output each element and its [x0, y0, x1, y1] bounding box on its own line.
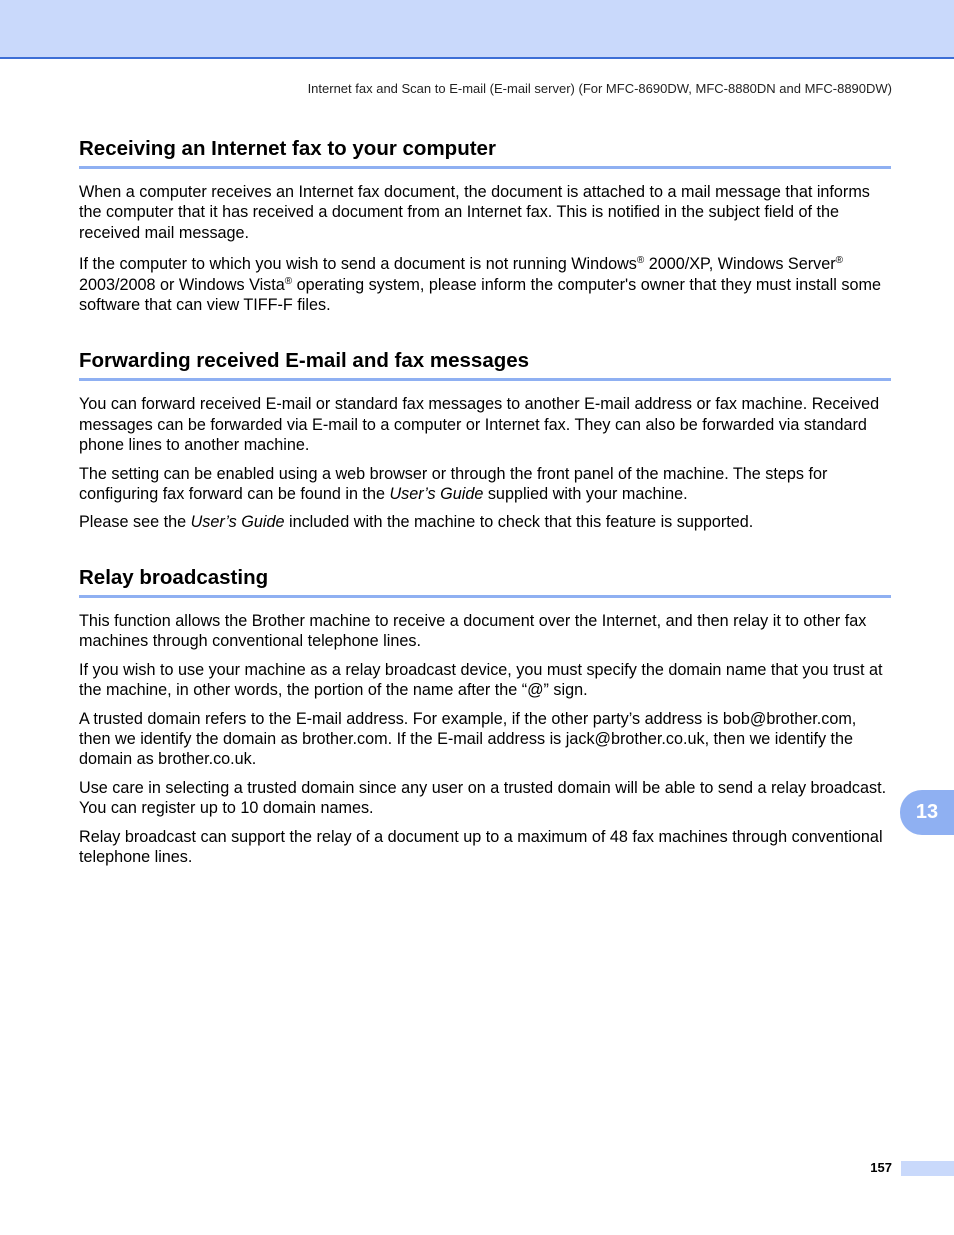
paragraph: Relay broadcast can support the relay of a document up to a maximum of 48 fax machines through conventional telephone lines.	[79, 827, 883, 866]
registered-mark: ®	[284, 275, 293, 287]
section-heading-relay: Relay broadcasting	[79, 565, 891, 598]
guide-title: User’s Guide	[190, 513, 285, 532]
page-number-bar	[901, 1161, 954, 1176]
paragraph: Please see the User’s Guide included with the machine to check that this feature is supported.	[79, 513, 754, 532]
guide-title: User’s Guide	[389, 485, 484, 504]
section-heading-forwarding: Forwarding received E-mail and fax messages	[79, 348, 891, 381]
paragraph: When a computer receives an Internet fax document, the document is attached to a mail message that informs the computer that it has received a document from an Internet fax. This is notified in the subject field of the received mail message.	[79, 183, 870, 242]
section-heading-receiving: Receiving an Internet fax to your computer	[79, 136, 891, 169]
paragraph: This function allows the Brother machine to receive a document over the Internet, and then relay it to other fax machines through conventional telephone lines.	[79, 611, 867, 651]
registered-mark: ®	[835, 255, 843, 267]
chapter-tab: 13	[900, 790, 954, 835]
page-content	[79, 136, 891, 875]
paragraph: You can forward received E-mail or standard fax messages to another E-mail address or fax machine. Received messages can be forwarded via E-mail to a computer or Internet fax. They can also be forwarded via standard phone lines to another machine.	[79, 395, 880, 455]
paragraph: If the computer to which you wish to send a document is not running Windows® 2000/XP, Windows Server® 2003/2008 or Windows Vista® operating system, please inform the computer's owner that they must install some software that can view TIFF-F files.	[79, 255, 881, 315]
page-number: 157	[870, 1160, 892, 1175]
running-header: Internet fax and Scan to E-mail (E-mail server) (For MFC-8690DW, MFC-8880DN and MFC-8890DW)	[307, 81, 892, 96]
paragraph: If you wish to use your machine as a relay broadcast device, you must specify the domain name that you trust at the machine, in other words, the portion of the name after the “@” sign.	[79, 660, 883, 700]
paragraph: The setting can be enabled using a web browser or through the front panel of the machine. The steps for configuring fax forward can be found in the User’s Guide supplied with your machine.	[79, 464, 828, 504]
paragraph: Use care in selecting a trusted domain since any user on a trusted domain will be able to send a relay broadcast. You can register up to 10 domain names.	[79, 778, 887, 818]
paragraph: A trusted domain refers to the E-mail address. For example, if the other party’s address is bob@brother.com, then we identify the domain as brother.com. If the E-mail address is jack@brother.co.uk, then we identify the domain as brother.co.uk.	[79, 709, 857, 769]
header-band	[0, 0, 954, 59]
registered-mark: ®	[636, 255, 645, 267]
